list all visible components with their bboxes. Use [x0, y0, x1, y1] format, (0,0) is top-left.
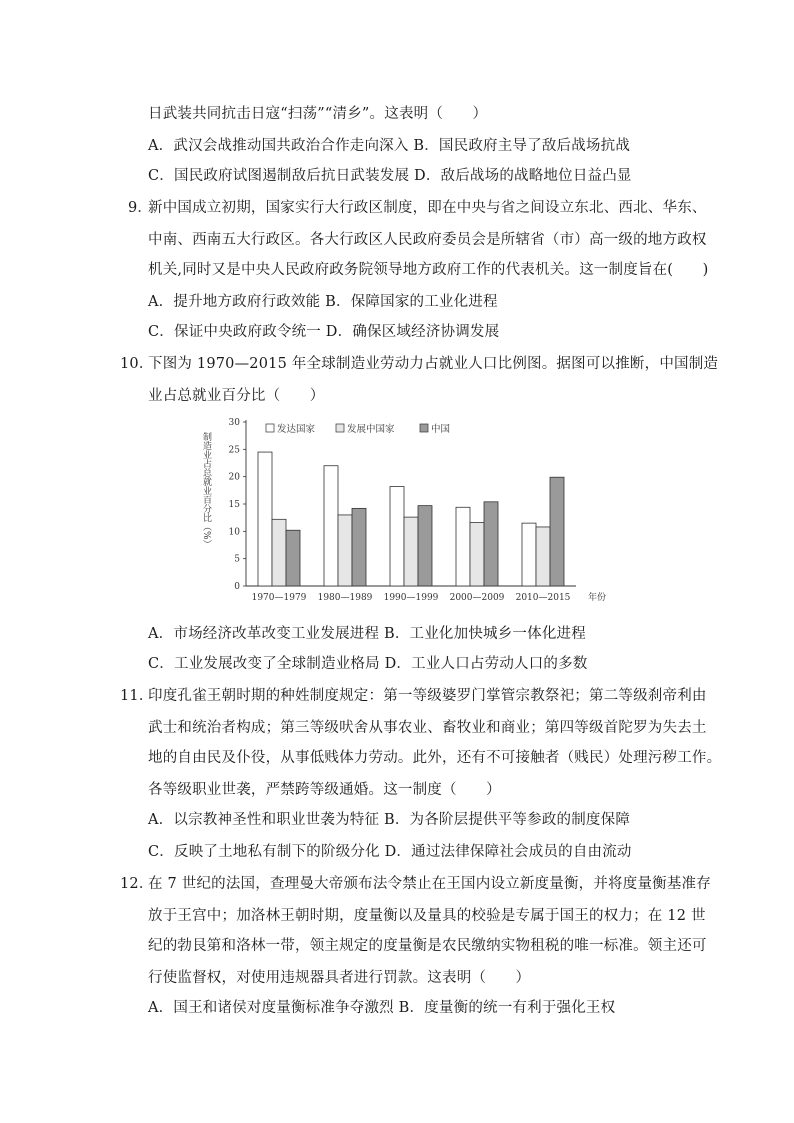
y-tick-label: 5 [234, 554, 240, 565]
legend-swatch [266, 424, 274, 432]
bar-china-1 [352, 508, 366, 586]
q12-number: 12． [120, 876, 154, 892]
q11-line2: 武士和统治者构成；第三等级吠舍从事农业、畜牧业和商业；第四等级首陀罗为失去土 [148, 720, 707, 736]
q9-number: 9． [128, 200, 153, 216]
q12-line1: 在 7 世纪的法国，查理曼大帝颁布法令禁止在王国内设立新度量衡，并将度量衡基准存 [148, 876, 711, 892]
legend-label: 发达国家 [277, 424, 316, 435]
bar-china-3 [484, 502, 498, 586]
q9-line2: 中南、西南五大行政区。各大行政区人民政府委员会是所辖省（市）高一级的地方政权 [148, 232, 707, 248]
bar-developed-4 [522, 523, 536, 586]
q11-number: 11． [120, 688, 154, 704]
bar-developing-0 [272, 519, 286, 586]
q11-line3: 地的自由民及仆役，从事低贱体力劳动。此外，还有不可接触者（贱民）处理污秽工作。 [148, 750, 722, 766]
y-tick-label: 15 [228, 500, 240, 510]
q10-options-ab: A．市场经济改革改变工业发展进程 B．工业化加快城乡一体化进程 [148, 626, 586, 642]
q11-options-ab: A．以宗教神圣性和职业世袭为特征 B．为各阶层提供平等参政的制度保障 [148, 812, 631, 828]
q11-line4: 各等级职业世袭，严禁跨等级通婚。这一制度（ ） [148, 782, 501, 798]
x-tick-label: 2010—2015 [515, 593, 571, 603]
bar-developed-1 [324, 466, 338, 586]
q12-line2: 放于王宫中；加洛林王朝时期，度量衡以及量具的校验是专属于国王的权力；在 12 世 [148, 908, 706, 924]
x-tick-label: 1970—1979 [251, 593, 307, 603]
bar-china-0 [286, 530, 300, 586]
bar-china-2 [418, 506, 432, 586]
q9-line3: 机关,同时又是中央人民政府政务院领导地方政府工作的代表机关。这一制度旨在( ) [148, 262, 709, 278]
bar-china-4 [550, 477, 564, 586]
q8-options-ab: A．武汉会战推动国共政治合作走向深入 B．国民政府主导了敌后战场抗战 [148, 138, 631, 154]
q10-line1: 下图为 1970—2015 年全球制造业劳动力占就业人口比例图。据图可以推断，中国制造 [148, 356, 719, 372]
x-tick-label: 2000—2009 [449, 593, 505, 603]
bar-developed-2 [390, 487, 404, 586]
q10-line2: 业占总就业百分比（ ） [148, 388, 325, 404]
legend-swatch [420, 424, 428, 432]
x-tick-label: 1990—1999 [383, 593, 439, 603]
manufacturing-employment-bar-chart [196, 410, 616, 610]
bar-developing-3 [470, 523, 484, 586]
q8-stem-tail: 日武装共同抗击日寇“扫荡”“清乡”。这表明（ ） [148, 106, 488, 122]
x-axis-label: 年份 [588, 593, 607, 603]
bar-developing-2 [404, 517, 418, 586]
y-tick-label: 0 [234, 582, 240, 592]
bar-developed-3 [456, 507, 470, 586]
bar-developing-4 [536, 527, 550, 586]
legend-swatch [336, 424, 344, 432]
q10-number: 10． [120, 356, 154, 372]
q9-line1: 新中国成立初期，国家实行大行政区制度，即在中央与省之间设立东北、西北、华东、 [148, 200, 707, 216]
q10-options-cd: C．工业发展改变了全球制造业格局 D．工业人口占劳动人口的多数 [148, 656, 588, 672]
y-tick-label: 30 [228, 418, 240, 428]
legend-label: 发展中国家 [347, 424, 395, 435]
q12-options-ab: A．国王和诸侯对度量衡标准争夺激烈 B．度量衡的统一有利于强化王权 [148, 1000, 616, 1016]
q11-line1: 印度孔雀王朝时期的种姓制度规定：第一等级婆罗门掌管宗教祭祀；第二等级刹帝利由 [148, 688, 707, 704]
bar-developing-1 [338, 515, 352, 586]
q9-options-cd: C．保证中央政府政令统一 D．确保区域经济协调发展 [148, 324, 500, 340]
x-tick-label: 1980—1989 [317, 593, 373, 603]
q9-options-ab: A．提升地方政府行政效能 B．保障国家的工业化进程 [148, 294, 498, 310]
bar-developed-0 [258, 452, 272, 586]
q8-options-cd: C．国民政府试图遏制敌后抗日武装发展 D．敌后战场的战略地位日益凸显 [148, 168, 632, 184]
legend-label: 中国 [431, 424, 451, 435]
y-tick-label: 20 [228, 472, 240, 483]
q11-options-cd: C．反映了土地私有制下的阶级分化 D．通过法律保障社会成员的自由流动 [148, 844, 632, 860]
q12-line3: 纪的勃艮第和洛林一带，领主规定的度量衡是农民缴纳实物租税的唯一标准。领主还可 [148, 938, 707, 954]
y-tick-label: 10 [228, 527, 240, 538]
y-tick-label: 25 [228, 445, 240, 456]
y-axis-label: 制造业占总就业百分比（%） [201, 432, 211, 549]
q12-line4: 行使监督权，对使用违规器具者进行罚款。这表明（ ） [148, 970, 531, 986]
